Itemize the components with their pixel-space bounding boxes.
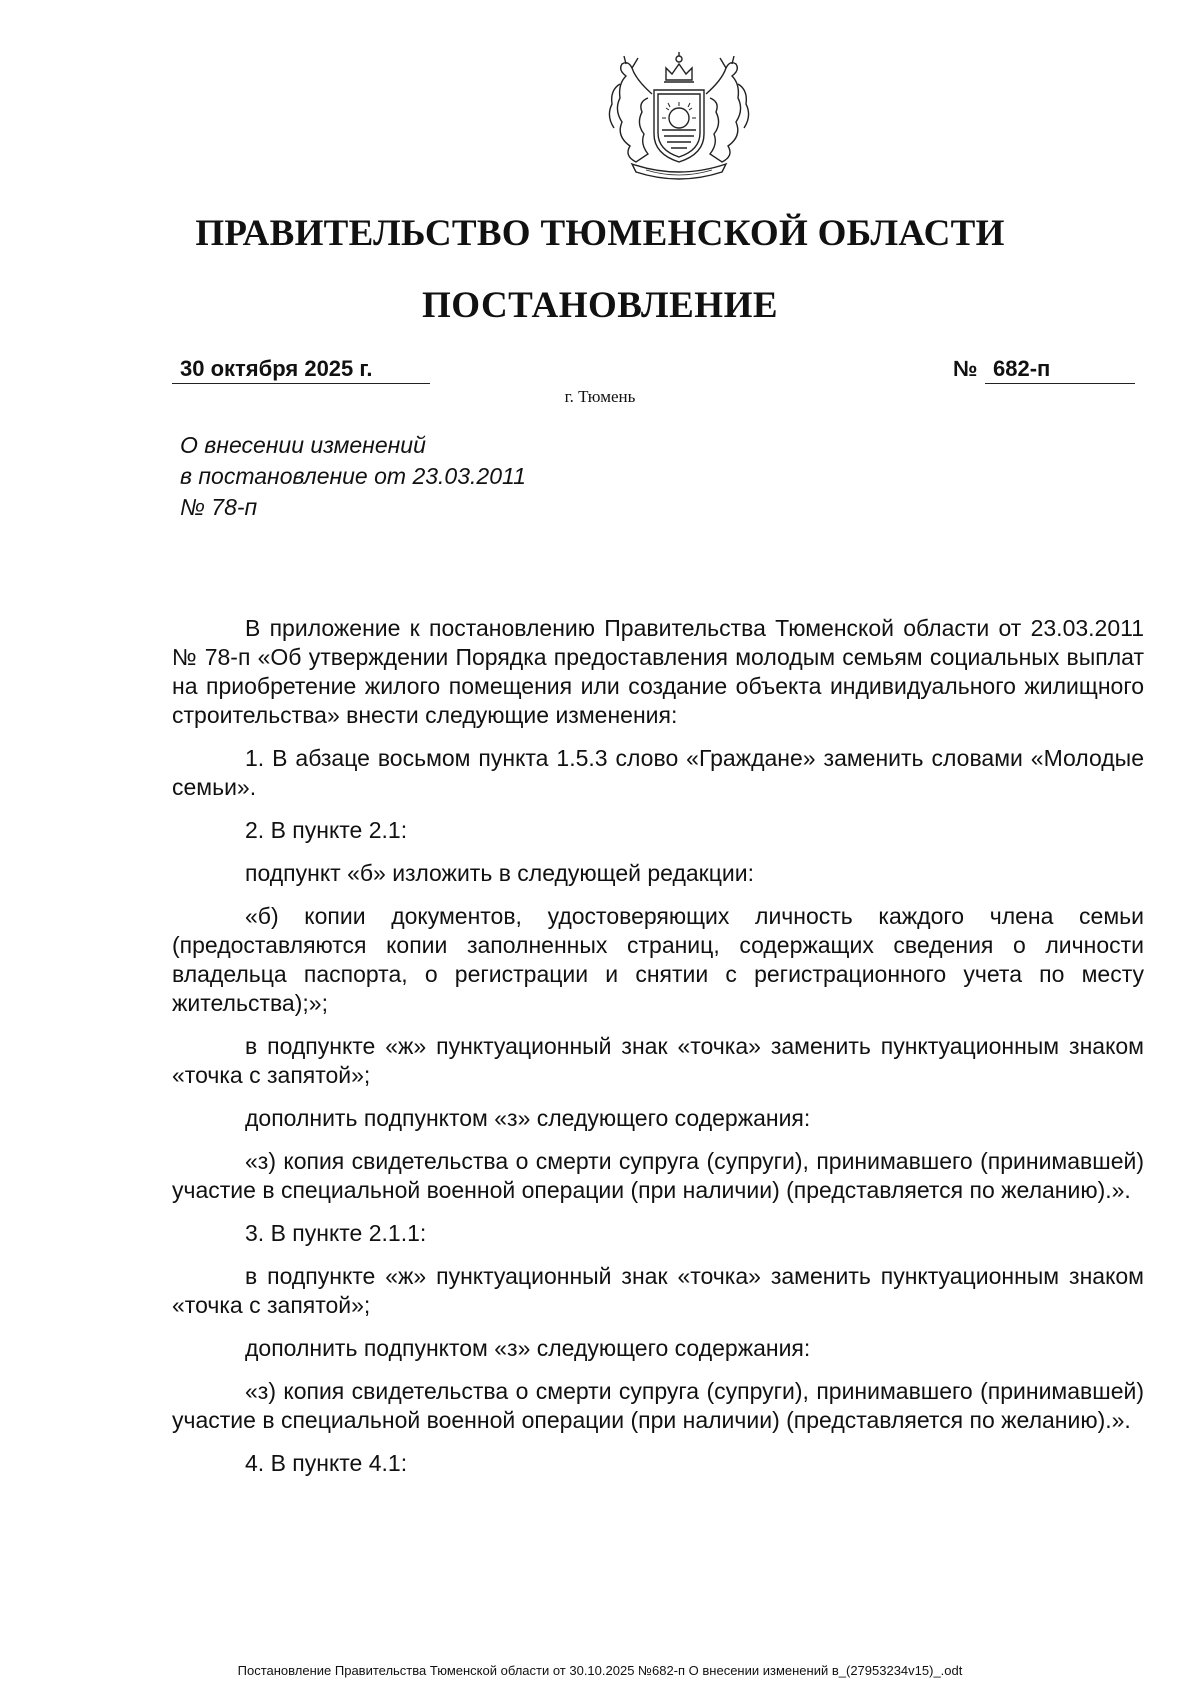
body-paragraph: В приложение к постановлению Правительства Тюменской области от 23.03.2011 № 78-п «Об утверждении Порядка предоставления молодым семьям социальных выплат на приобретение жилого помещения или создание объекта индивидуального жилищного строительства» внести следующие изменения: [172, 615, 1144, 728]
body-paragraph: «б) копии документов, удостоверяющих личность каждого члена семьи (предоставляются копии заполненных страниц, содержащих сведения о личности владельца паспорта, о регистрации и снятии с регистрационного учета по месту жительства);»; [172, 903, 1144, 1016]
organization-title: ПРАВИТЕЛЬСТВО ТЮМЕНСКОЙ ОБЛАСТИ [195, 213, 1005, 254]
body-paragraph: в подпункте «ж» пунктуационный знак «точка» заменить пунктуационным знаком «точка с запятой»; [172, 1263, 1144, 1318]
coat-of-arms-icon [596, 50, 762, 180]
body-paragraph: 2. В пункте 2.1: [245, 817, 408, 843]
subject-line: № 78-п [180, 494, 258, 520]
document-type: ПОСТАНОВЛЕНИЕ [421, 285, 779, 326]
body-paragraph: 1. В абзаце восьмом пункта 1.5.3 слово «Граждане» заменить словами «Молодые семьи». [172, 745, 1144, 800]
body-paragraph: в подпункте «ж» пунктуационный знак «точка» заменить пунктуационным знаком «точка с запятой»; [172, 1033, 1144, 1088]
file-footer: Постановление Правительства Тюменской области от 30.10.2025 №682-п О внесении изменений в_(27953234v15)_.odt [237, 1663, 963, 1678]
body-paragraph: 4. В пункте 4.1: [245, 1450, 408, 1476]
body-paragraph: дополнить подпунктом «з» следующего содержания: [245, 1105, 811, 1131]
body-paragraph: «з) копия свидетельства о смерти супруга (супруги), принимавшего (принимавшей) участие в специальной военной операции (при наличии) (представляется по желанию).». [172, 1378, 1144, 1433]
body-paragraph: 3. В пункте 2.1.1: [245, 1220, 427, 1246]
document-date: 30 октября 2025 г. [172, 356, 430, 384]
body-paragraph: «з) копия свидетельства о смерти супруга (супруги), принимавшего (принимавшей) участие в специальной военной операции (при наличии) (представляется по желанию).». [172, 1148, 1144, 1203]
body-paragraph: подпункт «б» изложить в следующей редакции: [245, 860, 754, 886]
document-subject [180, 430, 526, 523]
number-label: № [953, 356, 978, 381]
subject-line: в постановление от 23.03.2011 [180, 463, 526, 489]
document-number: 682-п [985, 356, 1135, 384]
subject-line: О внесении изменений [180, 432, 426, 458]
document-body [172, 614, 1144, 1478]
body-paragraph: дополнить подпунктом «з» следующего содержания: [245, 1335, 811, 1361]
issue-city: г. Тюмень [564, 387, 636, 406]
